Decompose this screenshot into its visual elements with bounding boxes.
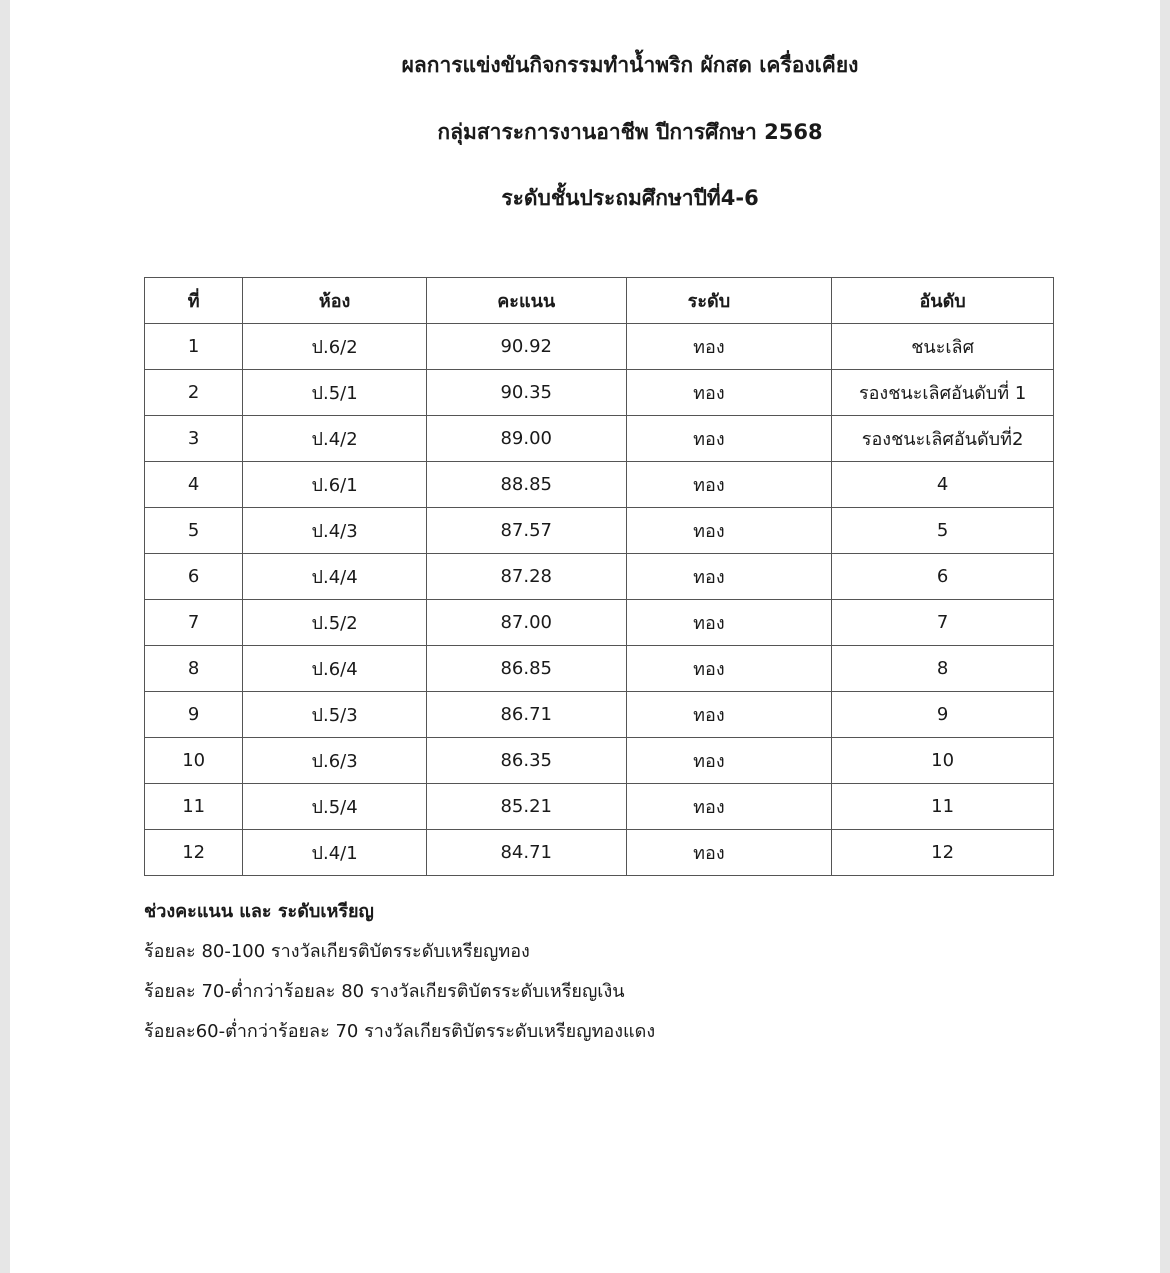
column-header-no: ที่: [145, 278, 243, 324]
cell-score: 86.71: [426, 692, 626, 738]
notes-line-bronze: ร้อยละ60-ต่ำกว่าร้อยละ 70 รางวัลเกียรติบัตรระดับเหรียญทองแดง: [144, 1021, 656, 1042]
cell-no: 2: [145, 370, 243, 416]
cell-level: ทอง: [626, 554, 832, 600]
cell-level: ทอง: [626, 646, 832, 692]
cell-no: 7: [145, 600, 243, 646]
cell-level: ทอง: [626, 784, 832, 830]
cell-level: ทอง: [626, 370, 832, 416]
table-row: [145, 462, 1054, 508]
cell-score: 87.00: [426, 600, 626, 646]
cell-no: 4: [145, 462, 243, 508]
column-header-score: คะแนน: [426, 278, 626, 324]
table-row: [145, 784, 1054, 830]
cell-score: 86.85: [426, 646, 626, 692]
cell-rank: 12: [832, 830, 1054, 876]
cell-level: ทอง: [626, 416, 832, 462]
cell-rank: ชนะเลิศ: [832, 324, 1054, 370]
title-line-2: กลุ่มสาระการงานอาชีพ ปีการศึกษา 2568: [437, 120, 823, 144]
cell-no: 11: [145, 784, 243, 830]
cell-score: 90.92: [426, 324, 626, 370]
cell-score: 88.85: [426, 462, 626, 508]
table-row: [145, 738, 1054, 784]
cell-level: ทอง: [626, 830, 832, 876]
cell-no: 12: [145, 830, 243, 876]
table-row: [145, 554, 1054, 600]
cell-score: 90.35: [426, 370, 626, 416]
cell-room: ป.5/1: [243, 370, 427, 416]
cell-no: 5: [145, 508, 243, 554]
cell-no: 10: [145, 738, 243, 784]
notes-line-silver: ร้อยละ 70-ต่ำกว่าร้อยละ 80 รางวัลเกียรติบัตรระดับเหรียญเงิน: [144, 981, 625, 1002]
cell-level: ทอง: [626, 324, 832, 370]
cell-rank: รองชนะเลิศอันดับที่2: [832, 416, 1054, 462]
cell-score: 86.35: [426, 738, 626, 784]
cell-rank: 9: [832, 692, 1054, 738]
cell-level: ทอง: [626, 692, 832, 738]
table-row: [145, 646, 1054, 692]
title-line-1: ผลการแข่งขันกิจกรรมทำน้ำพริก ผักสด เครื่องเคียง: [401, 53, 859, 77]
notes-line-gold: ร้อยละ 80-100 รางวัลเกียรติบัตรระดับเหรียญทอง: [144, 941, 530, 962]
cell-room: ป.6/2: [243, 324, 427, 370]
cell-room: ป.4/1: [243, 830, 427, 876]
cell-score: 87.28: [426, 554, 626, 600]
cell-score: 85.21: [426, 784, 626, 830]
cell-no: 8: [145, 646, 243, 692]
table-row: [145, 830, 1054, 876]
cell-rank: 8: [832, 646, 1054, 692]
cell-no: 6: [145, 554, 243, 600]
table-row: [145, 324, 1054, 370]
cell-room: ป.6/3: [243, 738, 427, 784]
cell-level: ทอง: [626, 508, 832, 554]
column-header-room: ห้อง: [243, 278, 427, 324]
table-row: [145, 416, 1054, 462]
table-row: [145, 600, 1054, 646]
title-line-3: ระดับชั้นประถมศึกษาปีที่4-6: [501, 186, 759, 210]
cell-score: 89.00: [426, 416, 626, 462]
cell-room: ป.5/2: [243, 600, 427, 646]
cell-room: ป.4/3: [243, 508, 427, 554]
column-header-rank: อันดับ: [832, 278, 1054, 324]
cell-no: 1: [145, 324, 243, 370]
cell-room: ป.4/2: [243, 416, 427, 462]
score-range-notes: [144, 896, 655, 1052]
cell-rank: รองชนะเลิศอันดับที่ 1: [832, 370, 1054, 416]
cell-rank: 7: [832, 600, 1054, 646]
cell-score: 87.57: [426, 508, 626, 554]
cell-level: ทอง: [626, 600, 832, 646]
cell-rank: 4: [832, 462, 1054, 508]
table-header-row: [145, 278, 1054, 324]
cell-level: ทอง: [626, 738, 832, 784]
cell-rank: 6: [832, 554, 1054, 600]
cell-no: 3: [145, 416, 243, 462]
cell-rank: 5: [832, 508, 1054, 554]
results-table: [144, 277, 1054, 876]
column-header-level: ระดับ: [626, 278, 832, 324]
table-row: [145, 508, 1054, 554]
table-row: [145, 370, 1054, 416]
cell-no: 9: [145, 692, 243, 738]
cell-room: ป.6/4: [243, 646, 427, 692]
table-row: [145, 692, 1054, 738]
cell-room: ป.5/3: [243, 692, 427, 738]
cell-room: ป.5/4: [243, 784, 427, 830]
cell-room: ป.4/4: [243, 554, 427, 600]
cell-room: ป.6/1: [243, 462, 427, 508]
cell-rank: 11: [832, 784, 1054, 830]
cell-level: ทอง: [626, 462, 832, 508]
cell-rank: 10: [832, 738, 1054, 784]
cell-score: 84.71: [426, 830, 626, 876]
notes-heading: ช่วงคะแนน และ ระดับเหรียญ: [144, 901, 374, 922]
document-page: [10, 0, 1160, 1273]
